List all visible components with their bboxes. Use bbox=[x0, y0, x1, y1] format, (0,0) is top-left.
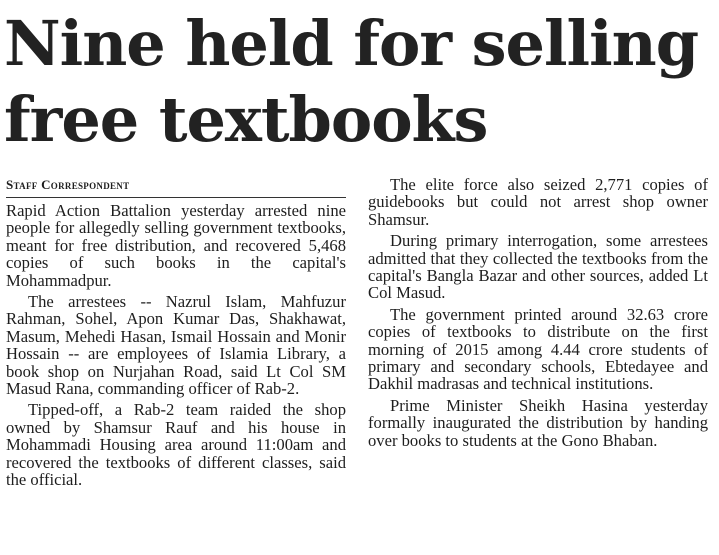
paragraph: During primary interrogation, some arrestees admitted that they collected the textbooks from the capital's Bangla Bazar and other sources, added Lt Col Masud. bbox=[368, 231, 708, 303]
paragraph: Rapid Action Battalion yesterday arrested nine people for allegedly selling government textbooks, meant for free distribution, and recovered 5,468 copies of such books in the capital's Mohammadpur. bbox=[6, 201, 346, 290]
paragraph: The elite force also seized 2,771 copies of guidebooks but could not arrest shop owner Shamsur. bbox=[368, 175, 708, 229]
paragraph: Tipped-off, a Rab-2 team raided the shop owned by Shamsur Rauf and his house in Mohammadi Housing area around 11:00am and recovered the textbooks of different classes, said the official. bbox=[6, 400, 346, 490]
article-column-right bbox=[368, 176, 708, 453]
paragraph: The arrestees -- Nazrul Islam, Mahfuzur Rahman, Sohel, Apon Kumar Das, Shakhawat, Masum, Mehedi Hasan, Ismail Hossain and Monir Hossain -- are employees of Islamia Library, a book shop on Nurjahan Road, said Lt Col SM Masud Rana, commanding officer of Rab-2. bbox=[6, 292, 346, 399]
headline-line-2: free textbooks bbox=[4, 83, 488, 156]
paragraph: Prime Minister Sheikh Hasina yesterday formally inaugurated the distribution by handing over books to students at the Gono Bhaban. bbox=[368, 395, 708, 450]
paragraph: The government printed around 32.63 crore copies of textbooks to distribute on the first morning of 2015 among 4.44 crore students of primary and secondary schools, Ebtedayee and Dakhil madrasas and technical institutions. bbox=[368, 304, 708, 394]
headline bbox=[4, 6, 716, 158]
article-column-left bbox=[6, 176, 346, 493]
headline-line-1: Nine held for selling bbox=[4, 7, 699, 80]
byline: Staff Correspondent bbox=[6, 176, 346, 198]
